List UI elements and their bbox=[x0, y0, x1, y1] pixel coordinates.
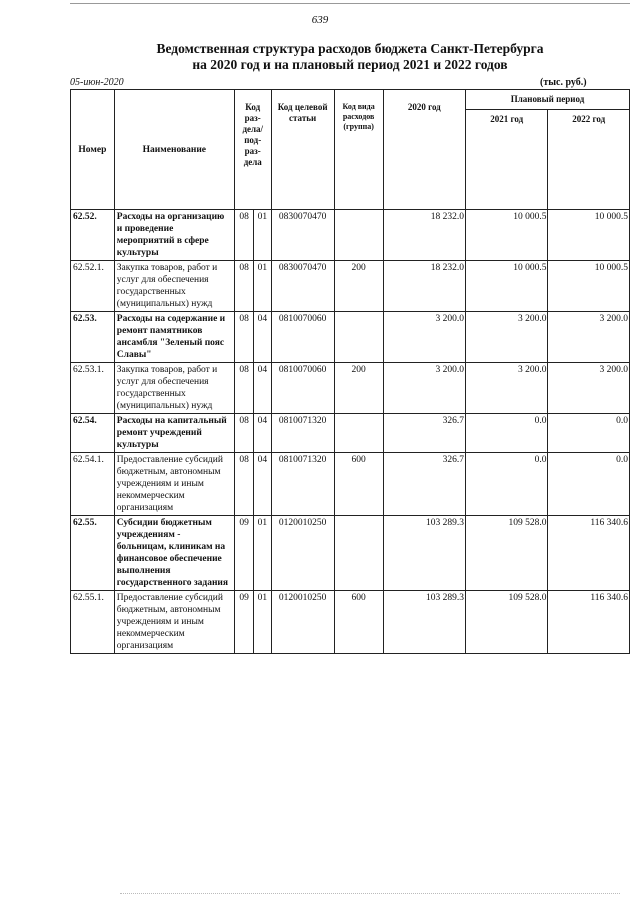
row-name: Предоставление субсидий бюджетным, автономным учреждениям и иным некоммерческим организациям bbox=[114, 453, 234, 516]
row-value-2021: 3 200.0 bbox=[466, 363, 548, 414]
row-razdel: 08 bbox=[234, 312, 253, 363]
row-csr: 0830070470 bbox=[271, 210, 334, 261]
row-csr: 0120010250 bbox=[271, 516, 334, 591]
row-value-2022: 116 340.6 bbox=[548, 591, 630, 654]
title-line-2: на 2020 год и на плановый период 2021 и 2022 годов bbox=[192, 57, 508, 72]
row-csr: 0830070470 bbox=[271, 261, 334, 312]
row-value-2021: 109 528.0 bbox=[466, 591, 548, 654]
page-number: 639 bbox=[311, 14, 329, 26]
row-number: 62.54. bbox=[71, 414, 115, 453]
row-razdel: 08 bbox=[234, 210, 253, 261]
row-vr bbox=[334, 516, 383, 591]
row-csr: 0810070060 bbox=[271, 312, 334, 363]
table-row bbox=[71, 453, 630, 516]
row-name: Предоставление субсидий бюджетным, автономным учреждениям и иным некоммерческим организациям bbox=[114, 591, 234, 654]
budget-table bbox=[70, 89, 630, 654]
table-header bbox=[71, 90, 630, 210]
header-name: Наименование bbox=[114, 90, 234, 210]
row-podrazdel: 04 bbox=[254, 453, 271, 516]
row-vr bbox=[334, 414, 383, 453]
row-podrazdel: 04 bbox=[254, 312, 271, 363]
row-value-2021: 10 000.5 bbox=[466, 261, 548, 312]
row-name: Субсидии бюджетным учреждениям - больницам, клиникам на финансовое обеспечение выполнения государственного задания bbox=[114, 516, 234, 591]
header-vr: Код вида расходов (группа) bbox=[334, 90, 383, 210]
row-value-2020: 3 200.0 bbox=[383, 312, 465, 363]
row-podrazdel: 01 bbox=[254, 516, 271, 591]
header-razdel: Код раз- дела/ под- раз- дела bbox=[234, 90, 271, 210]
table-row bbox=[71, 261, 630, 312]
row-csr: 0810071320 bbox=[271, 453, 334, 516]
document-date: 05-июн-2020 bbox=[70, 77, 124, 88]
row-value-2021: 0.0 bbox=[466, 414, 548, 453]
row-value-2022: 10 000.5 bbox=[548, 210, 630, 261]
row-value-2022: 0.0 bbox=[548, 453, 630, 516]
table-row bbox=[71, 210, 630, 261]
row-value-2022: 3 200.0 bbox=[548, 312, 630, 363]
row-vr bbox=[334, 312, 383, 363]
row-value-2020: 103 289.3 bbox=[383, 591, 465, 654]
header-csr: Код целевой статьи bbox=[271, 90, 334, 210]
table-row bbox=[71, 312, 630, 363]
row-name: Расходы на организацию и проведение мероприятий в сфере культуры bbox=[114, 210, 234, 261]
row-vr: 200 bbox=[334, 363, 383, 414]
row-value-2020: 326.7 bbox=[383, 414, 465, 453]
row-value-2020: 326.7 bbox=[383, 453, 465, 516]
row-number: 62.53. bbox=[71, 312, 115, 363]
row-razdel: 09 bbox=[234, 591, 253, 654]
row-csr: 0120010250 bbox=[271, 591, 334, 654]
row-number: 62.53.1. bbox=[71, 363, 115, 414]
row-podrazdel: 04 bbox=[254, 414, 271, 453]
header-plan-period: Плановый период bbox=[466, 90, 630, 110]
row-vr: 600 bbox=[334, 591, 383, 654]
row-number: 62.54.1. bbox=[71, 453, 115, 516]
table-row bbox=[71, 414, 630, 453]
row-razdel: 08 bbox=[234, 363, 253, 414]
row-vr bbox=[334, 210, 383, 261]
header-2020: 2020 год bbox=[383, 90, 465, 210]
row-value-2020: 3 200.0 bbox=[383, 363, 465, 414]
row-value-2020: 18 232.0 bbox=[383, 210, 465, 261]
document-title bbox=[0, 41, 640, 73]
row-podrazdel: 01 bbox=[254, 591, 271, 654]
table-row bbox=[71, 516, 630, 591]
row-name: Расходы на капитальный ремонт учреждений культуры bbox=[114, 414, 234, 453]
row-name: Закупка товаров, работ и услуг для обеспечения государственных (муниципальных) нужд bbox=[114, 261, 234, 312]
row-podrazdel: 01 bbox=[254, 210, 271, 261]
row-vr: 200 bbox=[334, 261, 383, 312]
row-value-2021: 10 000.5 bbox=[466, 210, 548, 261]
row-value-2021: 3 200.0 bbox=[466, 312, 548, 363]
row-number: 62.52.1. bbox=[71, 261, 115, 312]
row-value-2021: 0.0 bbox=[466, 453, 548, 516]
row-number: 62.55. bbox=[71, 516, 115, 591]
row-csr: 0810071320 bbox=[271, 414, 334, 453]
row-number: 62.55.1. bbox=[71, 591, 115, 654]
row-value-2021: 109 528.0 bbox=[466, 516, 548, 591]
table-row bbox=[71, 363, 630, 414]
header-nomer: Номер bbox=[71, 90, 115, 210]
row-razdel: 08 bbox=[234, 261, 253, 312]
row-razdel: 08 bbox=[234, 414, 253, 453]
row-value-2022: 3 200.0 bbox=[548, 363, 630, 414]
table-body bbox=[71, 210, 630, 654]
units-label: (тыс. руб.) bbox=[540, 77, 587, 88]
row-value-2020: 18 232.0 bbox=[383, 261, 465, 312]
top-rule bbox=[70, 3, 630, 4]
row-value-2022: 0.0 bbox=[548, 414, 630, 453]
row-number: 62.52. bbox=[71, 210, 115, 261]
header-2022: 2022 год bbox=[548, 110, 630, 210]
row-podrazdel: 01 bbox=[254, 261, 271, 312]
row-podrazdel: 04 bbox=[254, 363, 271, 414]
row-value-2020: 103 289.3 bbox=[383, 516, 465, 591]
row-vr: 600 bbox=[334, 453, 383, 516]
row-razdel: 09 bbox=[234, 516, 253, 591]
title-line-1: Ведомственная структура расходов бюджета Санкт-Петербурга bbox=[156, 41, 544, 56]
header-2021: 2021 год bbox=[466, 110, 548, 210]
row-razdel: 08 bbox=[234, 453, 253, 516]
row-name: Расходы на содержание и ремонт памятников ансамбля "Зеленый пояс Славы" bbox=[114, 312, 234, 363]
table-row bbox=[71, 591, 630, 654]
row-value-2022: 116 340.6 bbox=[548, 516, 630, 591]
footer-rule bbox=[120, 893, 620, 894]
row-name: Закупка товаров, работ и услуг для обеспечения государственных (муниципальных) нужд bbox=[114, 363, 234, 414]
row-csr: 0810070060 bbox=[271, 363, 334, 414]
row-value-2022: 10 000.5 bbox=[548, 261, 630, 312]
